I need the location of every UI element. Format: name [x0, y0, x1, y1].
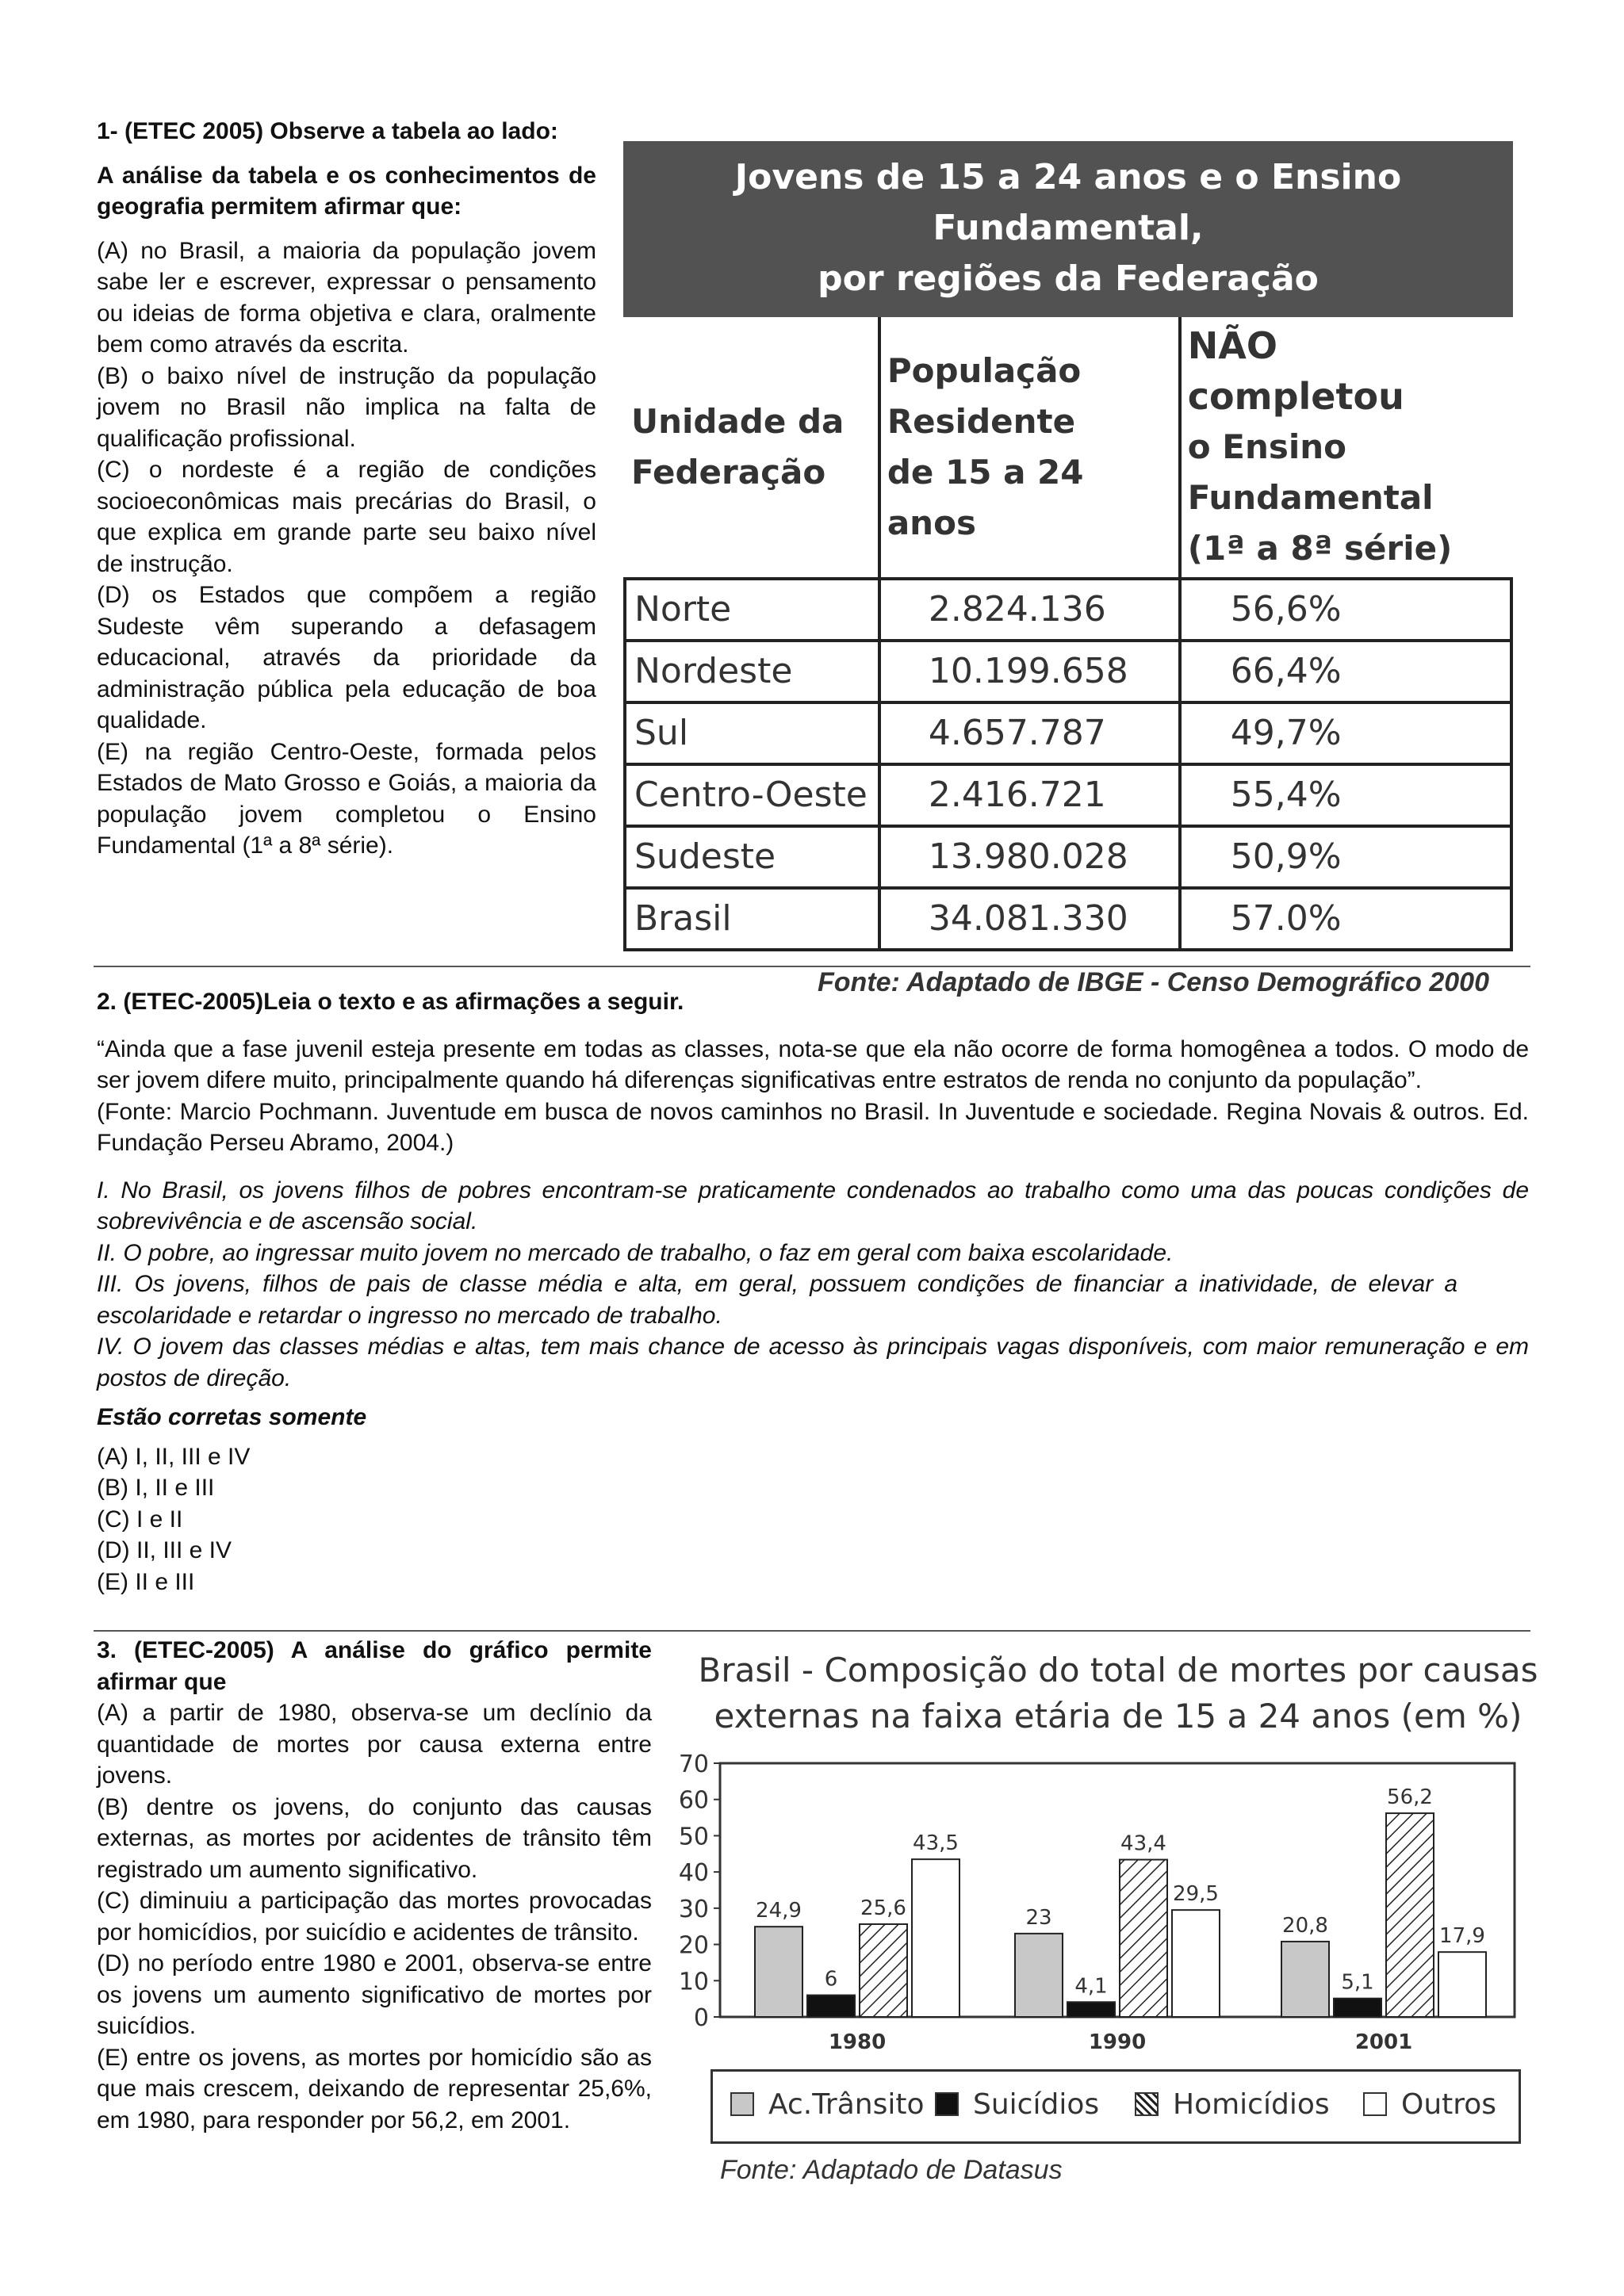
- region-cell: Sudeste: [625, 826, 879, 888]
- y-tick-label: 20: [678, 1931, 709, 1960]
- bar-value-label: 5,1: [1341, 1970, 1374, 1995]
- q2-option-c: (C) I e II: [97, 1506, 183, 1533]
- chart-title-line2: externas na faixa etária de 15 a 24 anos (em %): [714, 1697, 1522, 1735]
- legend-swatch-gray: [730, 2092, 754, 2116]
- legend-label: Homicídios: [1173, 2088, 1330, 2121]
- region-cell: Centro-Oeste: [625, 764, 879, 826]
- q1-heading: 1- (ETEC 2005) Observe a tabela ao lado:: [97, 118, 558, 144]
- population-cell: 10.199.658: [879, 641, 1180, 702]
- q1-header-unidade-l1: Unidade da: [631, 402, 845, 441]
- y-tick-label: 30: [678, 1895, 709, 1923]
- chart-source: Fonte: Adaptado de Datasus: [720, 2155, 1063, 2185]
- percent-cell: 66,4%: [1180, 641, 1511, 702]
- bar-value-label: 20,8: [1282, 1913, 1328, 1938]
- q1-table-title-line1: Jovens de 15 a 24 anos e o Ensino Fundamental,: [734, 157, 1402, 248]
- region-cell: Nordeste: [625, 641, 879, 702]
- q1-option-a: (A) no Brasil, a maioria da população jovem sabe ler e escrever, expressar o pensamento ou ideias de forma objetiva e clara, oralmente bem como através da escrita.: [97, 237, 596, 358]
- q3-heading: 3. (ETEC-2005) A análise do gráfico permite afirmar que: [97, 1637, 652, 1695]
- q1-option-b: (B) o baixo nível de instrução da população jovem no Brasil não implica na falta de qualificação profissional.: [97, 362, 596, 452]
- q1-table-source: Fonte: Adaptado de IBGE - Censo Demográfico 2000: [818, 967, 1489, 997]
- x-category-label: 1980: [828, 2030, 887, 2054]
- q2-option-d: (D) II, III e IV: [97, 1537, 232, 1563]
- bar-chart: [678, 1751, 1554, 2096]
- percent-cell: 56,6%: [1180, 579, 1511, 641]
- population-cell: 13.980.028: [879, 826, 1180, 888]
- bar-value-label: 6: [824, 1967, 838, 1992]
- bar: [755, 1927, 802, 2017]
- percent-cell: 49,7%: [1180, 702, 1511, 764]
- percent-cell: 50,9%: [1180, 826, 1511, 888]
- q1-text: [97, 116, 596, 862]
- table-row: [625, 826, 1511, 888]
- q2-option-e: (E) II e III: [97, 1568, 195, 1595]
- region-cell: Norte: [625, 579, 879, 641]
- bar-value-label: 23: [1025, 1905, 1052, 1930]
- table-row: [625, 579, 1511, 641]
- q2-statement-ii: II. O pobre, ao ingressar muito jovem no mercado de trabalho, o faz em geral com baixa escolaridade.: [97, 1239, 1174, 1266]
- q2-citation: (Fonte: Marcio Pochmann. Juventude em busca de novos caminhos no Brasil. In Juventude e sociedade. Regina Novais & outros. Ed. Fundação Perseu Abramo, 2004.): [97, 1098, 1529, 1156]
- legend-label: Suicídios: [973, 2088, 1100, 2121]
- divider-1: [94, 966, 1530, 967]
- q1-table: [623, 317, 1513, 951]
- bar-value-label: 17,9: [1439, 1924, 1485, 1949]
- bar-value-label: 56,2: [1387, 1785, 1433, 1810]
- legend-swatch-white: [1363, 2092, 1387, 2116]
- bar-value-label: 25,6: [860, 1896, 906, 1920]
- bar: [1120, 1860, 1167, 2017]
- legend-swatch-black: [935, 2092, 959, 2116]
- bar: [1281, 1942, 1329, 2017]
- bar-value-label: 43,5: [913, 1831, 959, 1856]
- bar: [912, 1859, 959, 2017]
- q2-statement-i: I. No Brasil, os jovens filhos de pobres encontram-se praticamente condenados ao trabalho como uma das poucas condições de sobrevivência e de ascensão social.: [97, 1177, 1529, 1234]
- bar: [860, 1924, 907, 2017]
- q1-header-nao-l3: Fundamental: [1187, 478, 1434, 517]
- x-category-label: 2001: [1354, 2030, 1413, 2054]
- q3-option-e: (E) entre os jovens, as mortes por homicídio são as que mais crescem, deixando de representar 25,6%, em 1980, para responder por 56,2, em 2001.: [97, 2044, 652, 2133]
- x-category-label: 1990: [1088, 2030, 1147, 2054]
- bar: [1015, 1934, 1063, 2017]
- chart-title-line1: Brasil - Composição do total de mortes por causas: [698, 1651, 1538, 1689]
- bar: [1067, 2002, 1115, 2017]
- population-cell: 2.416.721: [879, 764, 1180, 826]
- q1-option-e: (E) na região Centro-Oeste, formada pelos Estados de Mato Grosso e Goiás, a maioria da população jovem completou o Ensino Fundamental (1ª a 8ª série).: [97, 738, 596, 859]
- y-tick-label: 40: [678, 1859, 709, 1888]
- q3-option-c: (C) diminuiu a participação das mortes provocadas por homicídios, por suicídio e acidentes de trânsito.: [97, 1888, 652, 1946]
- q2-statement-iv: IV. O jovem das classes médias e altas, tem mais chance de acesso às principais vagas disponíveis, com maior remuneração e em postos de direção.: [97, 1334, 1529, 1391]
- q1-option-c: (C) o nordeste é a região de condições socioeconômicas mais precárias do Brasil, o que explica em grande parte seu baixo nível de instrução.: [97, 457, 596, 577]
- q2-statement-iii: III. Os jovens, filhos de pais de classe média e alta, em geral, possuem condições de financiar a inatividade, de elevar a escolaridade e retardar o ingresso no mercado de trabalho.: [97, 1271, 1457, 1329]
- q1-header-populacao-l2: Residente: [887, 402, 1076, 441]
- population-cell: 2.824.136: [879, 579, 1180, 641]
- y-tick-label: 60: [678, 1786, 709, 1815]
- bar: [807, 1996, 855, 2017]
- q1-header-populacao-l1: População: [887, 351, 1082, 390]
- legend-swatch-hatch: [1135, 2092, 1159, 2116]
- q2-option-b: (B) I, II e III: [97, 1475, 215, 1501]
- q2-option-a: (A) I, II, III e IV: [97, 1443, 251, 1470]
- percent-cell: 55,4%: [1180, 764, 1511, 826]
- bar: [1386, 1813, 1434, 2017]
- y-tick-label: 50: [678, 1823, 709, 1851]
- q3-option-b: (B) dentre os jovens, do conjunto das causas externas, as mortes por acidentes de trânsito têm registrado um aumento significativo.: [97, 1793, 652, 1883]
- table-row: [625, 764, 1511, 826]
- q1-header-nao-l2: o Ensino: [1187, 427, 1346, 466]
- q2-block: [97, 986, 1529, 1598]
- q1-header-nao-l1: NÃO completou: [1187, 324, 1404, 418]
- bar-value-label: 24,9: [756, 1899, 802, 1923]
- bar: [1334, 1999, 1381, 2017]
- chart-legend: [710, 2069, 1521, 2144]
- q1-header-nao-completou: [1180, 317, 1511, 579]
- chart-title: [682, 1647, 1554, 1739]
- legend-item-suicidios: [935, 2089, 1099, 2121]
- table-row: [625, 888, 1511, 950]
- q1-header-nao-l4: (1ª a 8ª série): [1187, 529, 1453, 568]
- q1-header-unidade: [625, 317, 879, 579]
- q3-chart-figure: [678, 1647, 1554, 2202]
- legend-label: Outros: [1401, 2088, 1497, 2121]
- legend-item-outros: [1363, 2089, 1496, 2121]
- legend-label: Ac.Trânsito: [768, 2088, 925, 2121]
- q1-option-d: (D) os Estados que compõem a região Sudeste vêm superando a defasagem educacional, através da prioridade da administração pública pela educação de boa qualidade.: [97, 582, 596, 733]
- region-cell: Sul: [625, 702, 879, 764]
- bar: [1438, 1952, 1486, 2017]
- table-row: [625, 702, 1511, 764]
- bar-value-label: 29,5: [1173, 1882, 1219, 1907]
- y-tick-label: 0: [693, 2004, 709, 2032]
- q1-header-populacao-l3: de 15 a 24 anos: [887, 453, 1084, 542]
- q2-heading: 2. (ETEC-2005)Leia o texto e as afirmações a seguir.: [97, 989, 684, 1015]
- q1-table-header-row: [625, 317, 1511, 579]
- bar-value-label: 43,4: [1120, 1831, 1166, 1856]
- q3-option-d: (D) no período entre 1980 e 2001, observa-se entre os jovens um aumento significativo de mortes por suicídios.: [97, 1950, 652, 2039]
- y-tick-label: 70: [678, 1751, 709, 1778]
- y-tick-label: 10: [678, 1968, 709, 1996]
- divider-2: [94, 1630, 1530, 1632]
- q2-prompt: Estão corretas somente: [97, 1404, 367, 1430]
- bar-value-label: 4,1: [1074, 1974, 1108, 1999]
- q1-stem: A análise da tabela e os conhecimentos de geografia permitem afirmar que:: [97, 162, 596, 220]
- legend-item-transito: [730, 2089, 925, 2121]
- q2-quote: “Ainda que a fase juvenil esteja presente em todas as classes, nota-se que ela não ocorre de forma homogênea a todos. O modo de ser jovem difere muito, principalmente quando há diferenças significativas entre estratos de renda no conjunto da população”.: [97, 1035, 1529, 1093]
- q1-table-figure: [623, 141, 1513, 998]
- q1-table-title: [623, 141, 1513, 317]
- q3-option-a: (A) a partir de 1980, observa-se um declínio da quantidade de mortes por causa externa entre jovens.: [97, 1700, 652, 1789]
- q3-text: [97, 1635, 652, 2136]
- population-cell: 4.657.787: [879, 702, 1180, 764]
- bar: [1172, 1910, 1220, 2017]
- table-row: [625, 641, 1511, 702]
- region-cell: Brasil: [625, 888, 879, 950]
- q1-header-unidade-l2: Federação: [631, 453, 826, 492]
- population-cell: 34.081.330: [879, 888, 1180, 950]
- legend-item-homicidios: [1135, 2089, 1330, 2121]
- percent-cell: 57.0%: [1180, 888, 1511, 950]
- q1-table-title-line2: por regiões da Federação: [818, 258, 1319, 299]
- q1-header-populacao: [879, 317, 1180, 579]
